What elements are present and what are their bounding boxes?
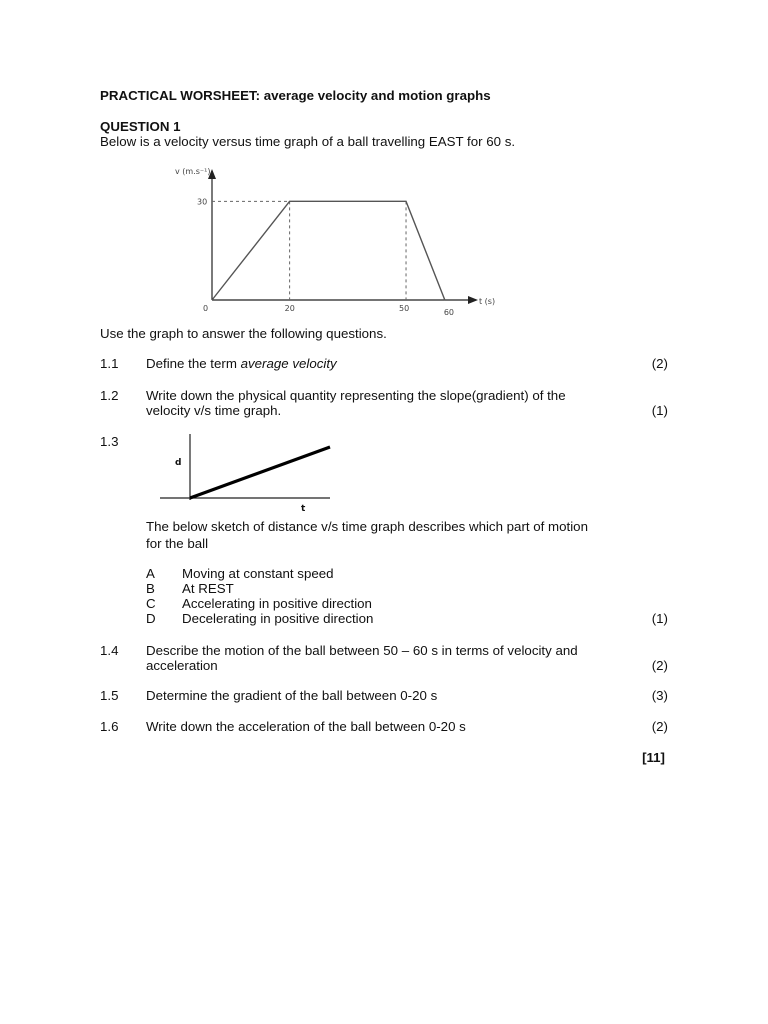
- question-heading: QUESTION 1: [100, 119, 181, 134]
- worksheet-title: PRACTICAL WORSHEET: average velocity and motion graphs: [100, 88, 491, 103]
- q1-1-marks: (2): [651, 356, 668, 371]
- q1-3-line1: The below sketch of distance v/s time graph describes which part of motion: [146, 519, 588, 534]
- q1-3-line2: for the ball: [146, 536, 209, 551]
- q1-4-line1: Describe the motion of the ball between 50 – 60 s in terms of velocity and: [146, 643, 578, 658]
- q1-3-number: 1.3: [100, 434, 119, 449]
- velocity-series-line: [212, 201, 445, 300]
- q1-3-marks: (1): [651, 611, 668, 626]
- q1-6-marks: (2): [651, 719, 668, 734]
- option-letter: C: [146, 596, 156, 611]
- option-text: Accelerating in positive direction: [182, 596, 372, 611]
- y-axis-label: d: [175, 458, 182, 468]
- x-tick-label: 20: [284, 304, 295, 313]
- x-tick-label: 60: [443, 308, 455, 317]
- q1-1-text-italic: average velocity: [240, 356, 337, 371]
- x-axis-label: t (s): [479, 297, 496, 306]
- distance-series-line: [190, 447, 330, 498]
- x-tick-label: 50: [399, 304, 410, 313]
- use-graph-instruction: Use the graph to answer the following questions.: [100, 326, 387, 341]
- q1-4-marks: (2): [651, 658, 668, 673]
- q1-6-number: 1.6: [100, 719, 119, 734]
- distance-time-sketch: [155, 430, 340, 515]
- q1-4-number: 1.4: [100, 643, 119, 658]
- option-letter: A: [146, 566, 155, 581]
- q1-4-line2: acceleration: [146, 658, 218, 673]
- q1-2-number: 1.2: [100, 388, 119, 403]
- question-intro: Below is a velocity versus time graph of a ball travelling EAST for 60 s.: [100, 134, 516, 149]
- y-tick-label: 30: [197, 197, 208, 207]
- option-text: Decelerating in positive direction: [182, 611, 374, 626]
- q1-1-number: 1.1: [100, 356, 119, 371]
- q1-2-line2: velocity v/s time graph.: [146, 403, 282, 418]
- option-text: At REST: [182, 581, 234, 596]
- option-text: Moving at constant speed: [182, 566, 334, 581]
- total-marks: [11]: [642, 750, 665, 765]
- option-letter: D: [146, 611, 156, 626]
- q1-5-number: 1.5: [100, 688, 119, 703]
- x-axis-arrow: [468, 296, 478, 304]
- y-axis-label: v (m.s⁻¹): [175, 167, 211, 176]
- x-axis-label: t: [301, 504, 306, 514]
- option-letter: B: [146, 581, 155, 596]
- q1-5-marks: (3): [651, 688, 668, 703]
- x-tick-label: 0: [203, 304, 209, 313]
- velocity-time-graph: [160, 160, 520, 325]
- q1-5-text: Determine the gradient of the ball between 0-20 s: [146, 688, 438, 703]
- q1-6-text: Write down the acceleration of the ball between 0-20 s: [146, 719, 466, 734]
- q1-1-text: [146, 356, 337, 371]
- q1-1-text-plain: Define the term: [146, 356, 241, 371]
- q1-2-marks: (1): [651, 403, 668, 418]
- q1-2-line1: Write down the physical quantity representing the slope(gradient) of the: [146, 388, 566, 403]
